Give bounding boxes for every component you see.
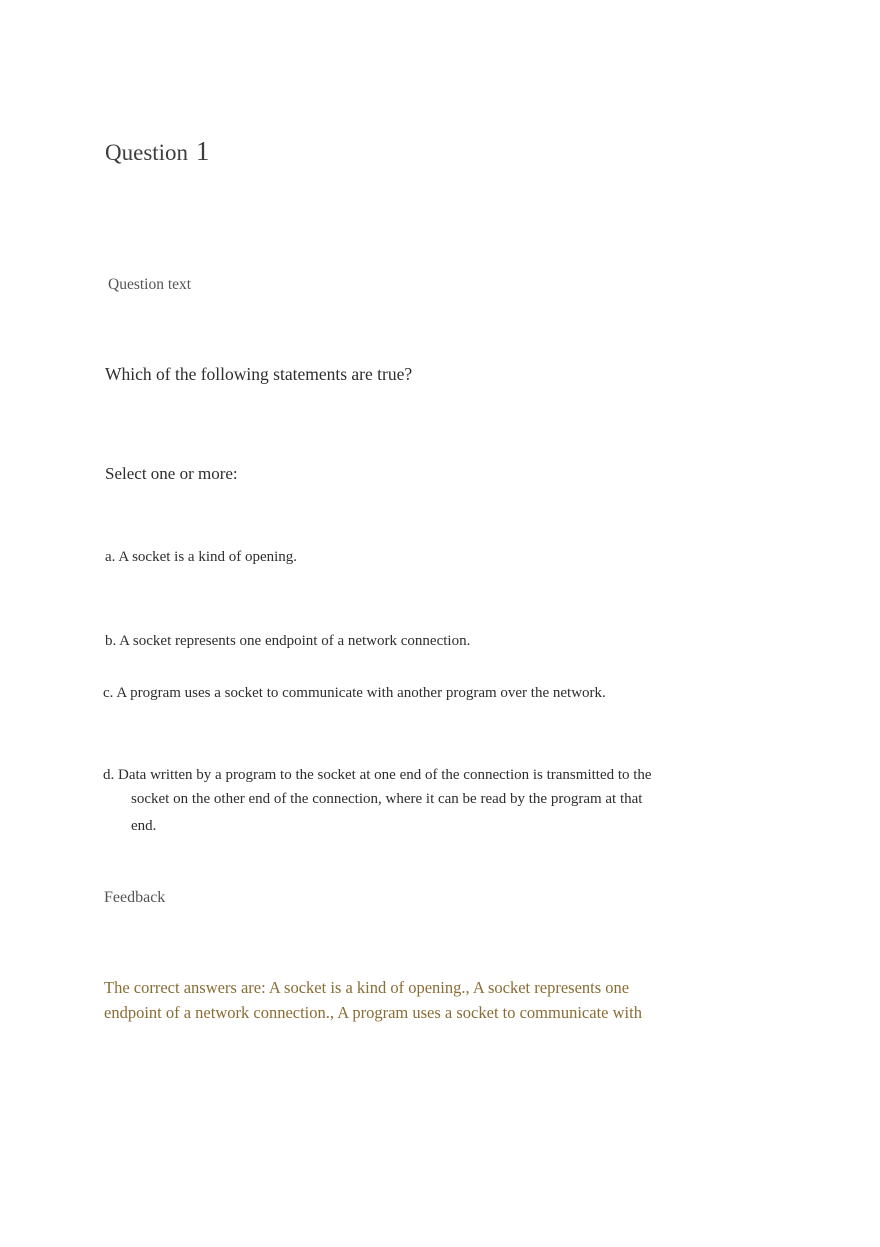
option-d[interactable] <box>103 763 683 838</box>
option-d-line-3: end. <box>131 818 157 834</box>
question-title <box>105 136 209 167</box>
option-a[interactable]: a. A socket is a kind of opening. <box>105 549 298 565</box>
option-d-line-2: socket on the other end of the connection, where it can be read by the program at that <box>131 791 643 807</box>
question-prompt: Which of the following statements are true? <box>105 364 413 384</box>
feedback-line-2: endpoint of a network connection., A program uses a socket to communicate with <box>104 1003 642 1022</box>
feedback-text <box>104 975 664 1025</box>
select-hint: Select one or more: <box>105 464 238 483</box>
option-c[interactable]: c. A program uses a socket to communicate with another program over the network. <box>103 685 606 701</box>
option-d-line-1: d. Data written by a program to the socket at one end of the connection is transmitted to the <box>103 767 652 783</box>
question-title-prefix: Question <box>105 140 189 165</box>
feedback-line-1: The correct answers are: A socket is a kind of opening., A socket represents one <box>104 978 630 997</box>
question-text-label: Question text <box>108 276 192 293</box>
option-b[interactable]: b. A socket represents one endpoint of a network connection. <box>105 633 471 649</box>
question-number: 1 <box>195 136 210 166</box>
feedback-label: Feedback <box>104 889 166 906</box>
